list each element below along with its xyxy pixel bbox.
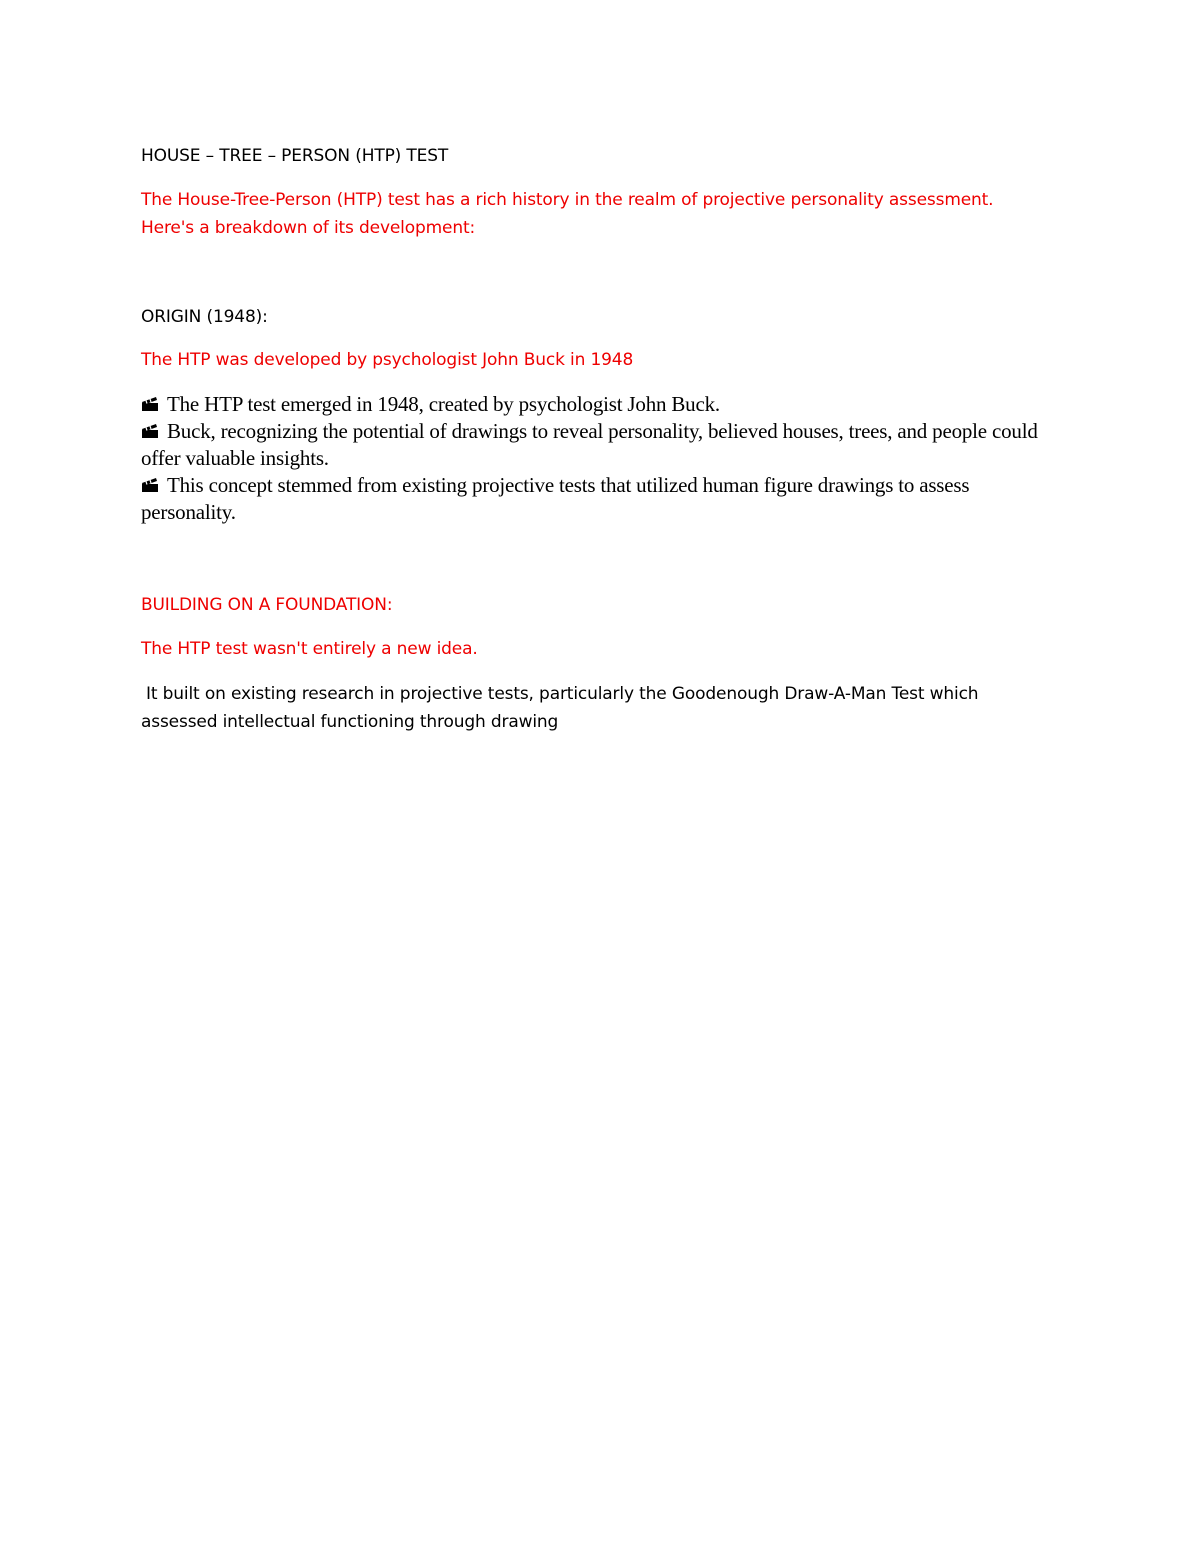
foundation-statement: The HTP test wasn't entirely a new idea. <box>141 639 478 659</box>
intro-line-2: Here's a breakdown of its development: <box>141 218 476 238</box>
bullet-text: The HTP test emerged in 1948, created by psychologist John Buck. <box>167 392 720 416</box>
bullet-item <box>141 391 1061 418</box>
intro-line-1: The House-Tree-Person (HTP) test has a rich history in the realm of projective personality assessment. <box>141 190 994 210</box>
bullet-item <box>141 418 1061 472</box>
clapperboard-icon <box>141 423 159 439</box>
bullet-text: Buck, recognizing the potential of drawings to reveal personality, believed houses, trees, and people could offer valuable insights. <box>141 419 1038 470</box>
foundation-heading: BUILDING ON A FOUNDATION: <box>141 595 393 615</box>
bullet-text: This concept stemmed from existing projective tests that utilized human figure drawings to assess personality. <box>141 473 970 524</box>
origin-heading: ORIGIN (1948): <box>141 307 268 327</box>
document-title: HOUSE – TREE – PERSON (HTP) TEST <box>141 146 449 166</box>
bullet-list <box>141 391 1061 526</box>
clapperboard-icon <box>141 477 159 493</box>
clapperboard-icon <box>141 396 159 412</box>
foundation-body-line-2: assessed intellectual functioning through drawing <box>141 712 559 732</box>
foundation-body-line-1: It built on existing research in projective tests, particularly the Goodenough Draw-A-Man Test which <box>146 684 979 704</box>
bullet-item <box>141 472 1061 526</box>
origin-statement: The HTP was developed by psychologist John Buck in 1948 <box>141 350 634 370</box>
